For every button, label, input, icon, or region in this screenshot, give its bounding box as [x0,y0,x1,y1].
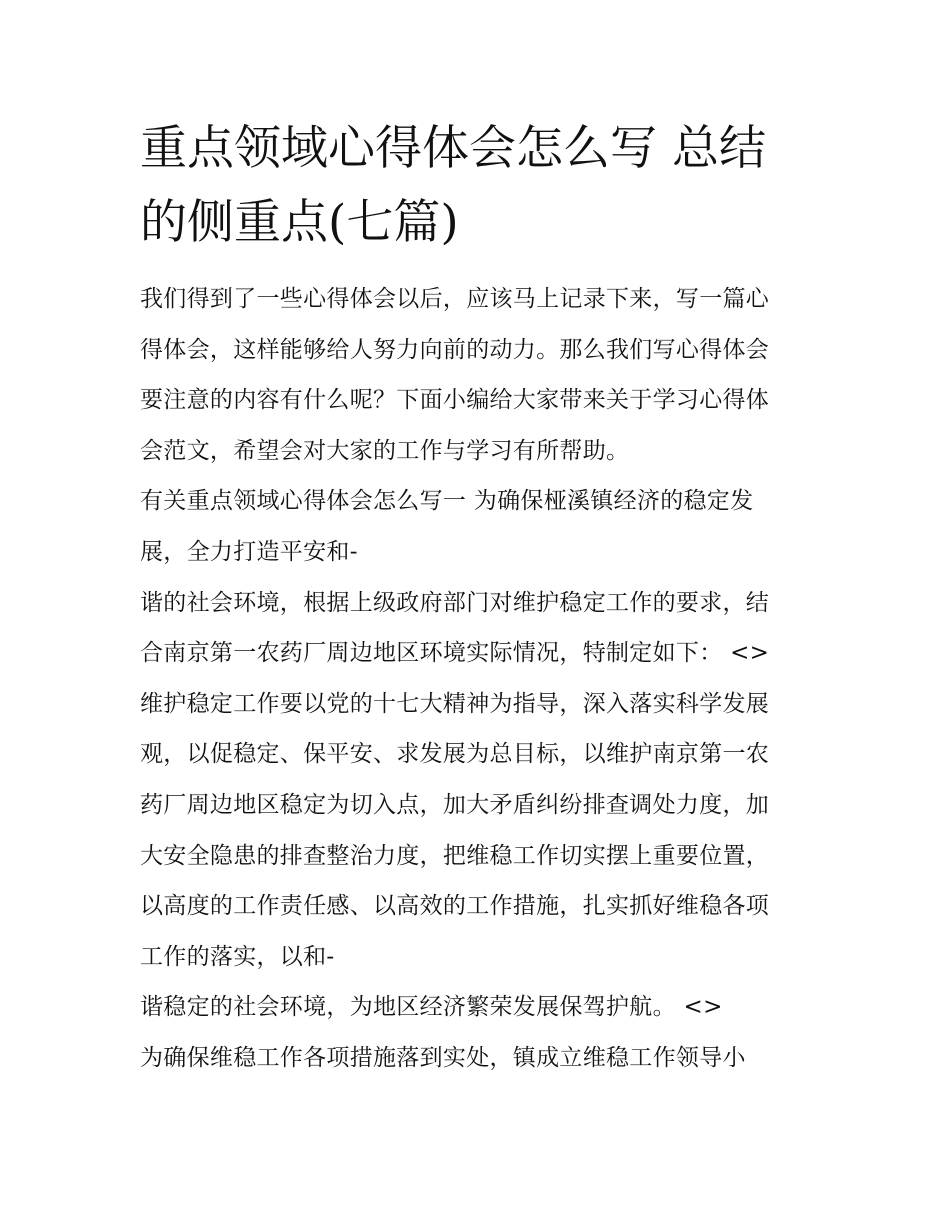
body-line: 观，以促稳定、保平安、求发展为总目标，以维护南京第一农 [140,741,770,768]
title-line-1: 重点领域心得体会怎么写 总结 [140,121,766,176]
body-line: 我们得到了一些心得体会以后，应该马上记录下来，写一篇心 [140,286,770,312]
body-line: 谐稳定的社会环境，为地区经济繁荣发展保驾护航。 <> [140,994,723,1021]
body-line: 工作的落实，以和- [140,943,335,970]
body-line: 有关重点领域心得体会怎么写一 为确保桠溪镇经济的稳定发 [140,488,754,515]
body-line: 谐的社会环境，根据上级政府部门对维护稳定工作的要求，结 [140,589,770,616]
body-line: 展，全力打造平安和- [140,538,358,565]
document-body [140,274,820,1084]
body-line: 得体会，这样能够给人努力向前的动力。那么我们写心得体会 [140,336,770,363]
body-line: 药厂周边地区稳定为切入点，加大矛盾纠纷排查调处力度，加 [140,791,770,818]
body-line: 以高度的工作责任感、以高效的工作措施，扎实抓好维稳各项 [140,893,770,920]
body-line: 维护稳定工作要以党的十七大精神为指导，深入落实科学发展 [140,690,770,717]
document-page [140,112,820,1084]
body-line: 会范文，希望会对大家的工作与学习有所帮助。 [140,437,630,464]
body-line: 要注意的内容有什么呢？下面小编给大家带来关于学习心得体 [140,387,770,414]
body-line: 大安全隐患的排查整治力度，把维稳工作切实摆上重要位置， [140,842,770,869]
title-line-2: 的侧重点(七篇) [140,195,459,250]
document-title [140,112,820,260]
body-line: 为确保维稳工作各项措施落到实处，镇成立维稳工作领导小 [140,1044,746,1071]
body-line: 合南京第一农药厂周边地区环境实际情况，特制定如下： <> [140,640,770,667]
